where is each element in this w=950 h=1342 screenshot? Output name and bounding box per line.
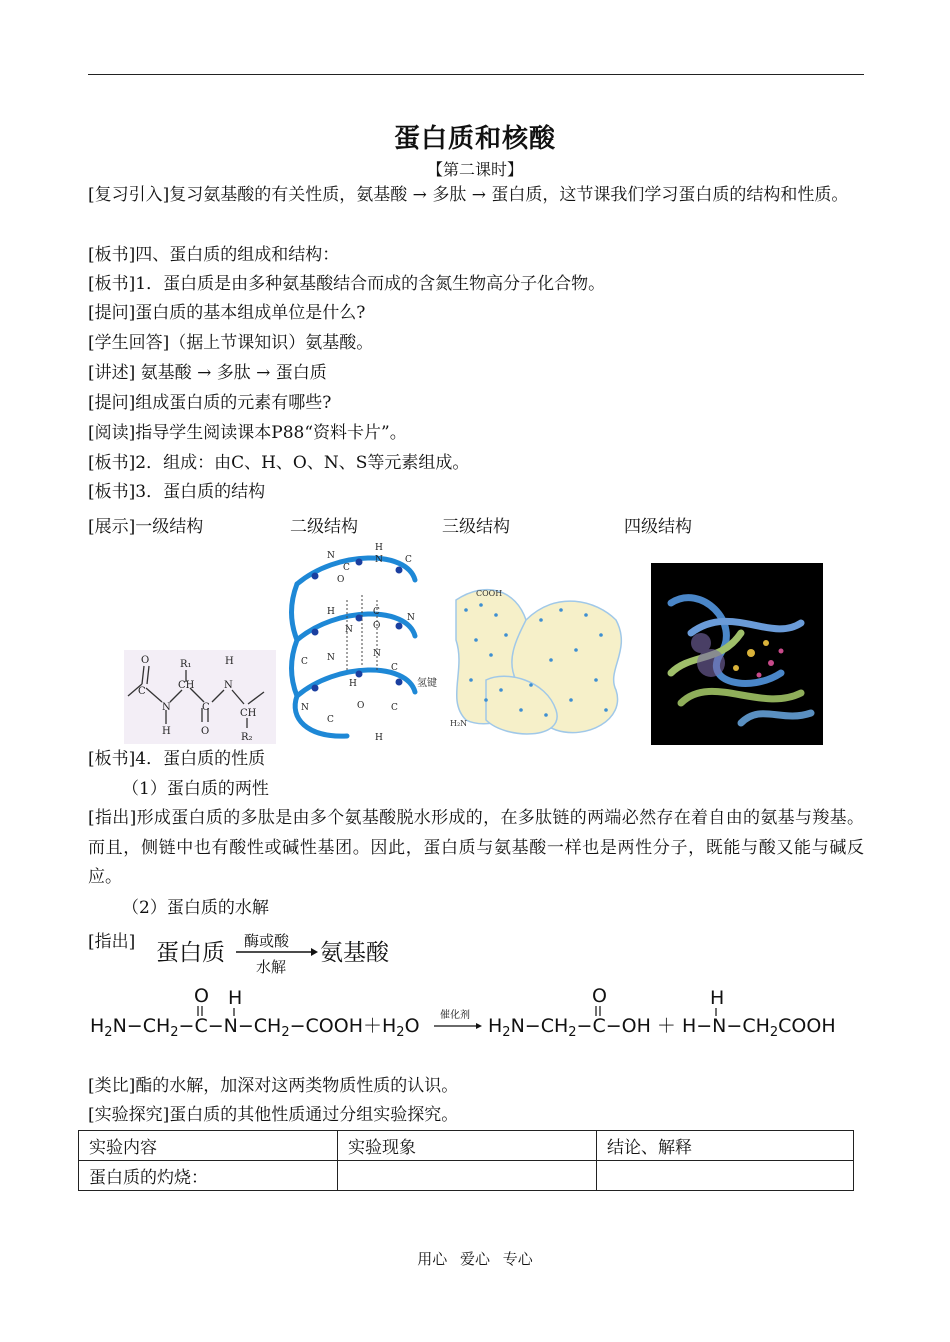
atom-ch: CH bbox=[240, 708, 257, 719]
text-line: [板书]2．组成：由C、H、O、N、S等元素组成。 bbox=[88, 453, 470, 473]
text-line: [板书]4．蛋白质的性质 bbox=[88, 749, 266, 769]
svg-text:H: H bbox=[375, 543, 383, 553]
svg-text:N: N bbox=[327, 653, 335, 663]
page-footer: 用心 爱心 专心 bbox=[417, 1250, 533, 1268]
svg-text:N: N bbox=[373, 649, 381, 659]
page-title: 蛋白质和核酸 bbox=[393, 124, 556, 154]
atom-c: C bbox=[138, 686, 146, 697]
svg-text:H: H bbox=[710, 987, 725, 1009]
svg-text:N: N bbox=[375, 555, 383, 565]
svg-text:C: C bbox=[301, 657, 308, 667]
atom-o: O bbox=[141, 655, 150, 666]
structure-label-secondary: 二级结构 bbox=[290, 517, 358, 537]
structure-label-quaternary: 四级结构 bbox=[624, 517, 692, 537]
quaternary-structure-figure bbox=[651, 563, 823, 745]
label-r2: R₂ bbox=[241, 732, 253, 743]
svg-text:H2N−CH2−C−OH ＋ H−N−CH2COOH: $H_2N-CH_2-C-OH$ ＋ $H-N-CH_2COOH$ bbox=[488, 1015, 836, 1040]
catalyst-label: 催化剂 bbox=[440, 1010, 470, 1021]
tertiary-structure-figure bbox=[446, 580, 632, 744]
svg-text:H: H bbox=[349, 679, 357, 689]
product-amino-acid: 氨基酸 bbox=[320, 940, 389, 966]
table-header-cell: 结论、解释 bbox=[597, 1131, 854, 1161]
table-header-cell: 实验内容 bbox=[79, 1131, 338, 1161]
svg-text:O: O bbox=[194, 985, 209, 1007]
paragraph-amphoteric: [指出]形成蛋白质的多肽是由多个氨基酸脱水形成的，在多肽链的两端必然存在着自由的氨基与羧基。而且，侧链中也有酸性或碱性基团。因此，蛋白质与氨基酸一样也是两性分子，既能与酸又能与碱反应。 bbox=[88, 808, 864, 887]
reactant-protein: 蛋白质 bbox=[156, 940, 225, 966]
svg-text:O: O bbox=[337, 575, 345, 585]
svg-text:O: O bbox=[357, 701, 365, 711]
text-line: [板书]3．蛋白质的结构 bbox=[88, 482, 266, 502]
table-cell bbox=[597, 1161, 854, 1191]
subheading: （2）蛋白质的水解 bbox=[122, 898, 269, 918]
hydrolysis-scheme bbox=[156, 928, 406, 978]
condition-bottom: 水解 bbox=[256, 958, 287, 976]
structure-label-primary: [展示]一级结构 bbox=[88, 517, 204, 537]
text-line: [类比]酯的水解，加深对这两类物质性质的认识。 bbox=[88, 1076, 459, 1096]
svg-text:C: C bbox=[405, 555, 412, 565]
cooh-label: COOH bbox=[476, 589, 503, 598]
h2n-label: H₂N bbox=[450, 719, 468, 728]
atom-h: H bbox=[225, 656, 234, 667]
table-cell: 蛋白质的灼烧： bbox=[79, 1161, 338, 1191]
peptide-hydrolysis-equation bbox=[88, 984, 858, 1044]
secondary-structure-figure bbox=[287, 540, 445, 744]
svg-text:H: H bbox=[375, 733, 383, 743]
text-line: [提问]组成蛋白质的元素有哪些? bbox=[88, 393, 332, 413]
paragraph-review: [复习引入]复习氨基酸的有关性质，氨基酸 → 多肽 → 蛋白质，这节课我们学习蛋白质的结构和性质。 bbox=[88, 185, 849, 205]
text-line: [学生回答]（据上节课知识）氨基酸。 bbox=[88, 333, 374, 353]
table-row bbox=[79, 1161, 854, 1191]
atom-o: O bbox=[201, 726, 210, 737]
atom-n: N bbox=[224, 680, 233, 691]
svg-text:H: H bbox=[327, 607, 335, 617]
primary-structure-figure bbox=[124, 650, 276, 744]
text-line: [板书]1．蛋白质是由多种氨基酸结合而成的含氮生物高分子化合物。 bbox=[88, 274, 606, 294]
svg-text:N: N bbox=[301, 703, 309, 713]
subheading: （1）蛋白质的两性 bbox=[122, 779, 269, 799]
atom-h: H bbox=[162, 726, 171, 737]
structure-label-tertiary: 三级结构 bbox=[442, 517, 510, 537]
svg-text:C: C bbox=[391, 703, 398, 713]
hbond-label: 氢键 bbox=[417, 678, 437, 689]
svg-text:C: C bbox=[343, 563, 350, 573]
svg-text:N: N bbox=[327, 551, 335, 561]
atom-ch: CH bbox=[178, 680, 195, 691]
svg-text:C: C bbox=[391, 663, 398, 673]
svg-text:H: H bbox=[228, 987, 243, 1009]
atom-c: C bbox=[202, 702, 210, 713]
svg-text:N: N bbox=[407, 613, 415, 623]
svg-text:C: C bbox=[327, 715, 334, 725]
svg-text:C: C bbox=[373, 607, 380, 617]
svg-text:O: O bbox=[592, 985, 607, 1007]
table-header-cell: 实验现象 bbox=[338, 1131, 597, 1161]
table-cell bbox=[338, 1161, 597, 1191]
text-line: [板书]四、蛋白质的组成和结构： bbox=[88, 245, 340, 265]
svg-text:H2N−CH2−C−N−CH2−COOH＋H2O: $H_2N-CH_2-C-N-CH_2-COOH+H_2O$ bbox=[90, 1015, 420, 1040]
svg-text:O: O bbox=[373, 621, 381, 631]
experiment-table bbox=[78, 1130, 854, 1191]
page-subtitle: 【第二课时】 bbox=[426, 160, 523, 179]
text-line: [讲述] 氨基酸 → 多肽 → 蛋白质 bbox=[88, 363, 327, 383]
svg-text:N: N bbox=[345, 625, 353, 635]
table-header-row bbox=[79, 1131, 854, 1161]
text-line: [提问]蛋白质的基本组成单位是什么? bbox=[88, 303, 366, 323]
text-line: [阅读]指导学生阅读课本P88“资料卡片”。 bbox=[88, 423, 407, 443]
text-line: [指出] bbox=[88, 932, 136, 952]
condition-top: 酶或酸 bbox=[244, 932, 290, 950]
atom-n: N bbox=[162, 702, 171, 713]
label-r1: R₁ bbox=[180, 659, 192, 670]
text-line: [实验探究]蛋白质的其他性质通过分组实验探究。 bbox=[88, 1105, 459, 1125]
header-rule bbox=[88, 74, 864, 75]
